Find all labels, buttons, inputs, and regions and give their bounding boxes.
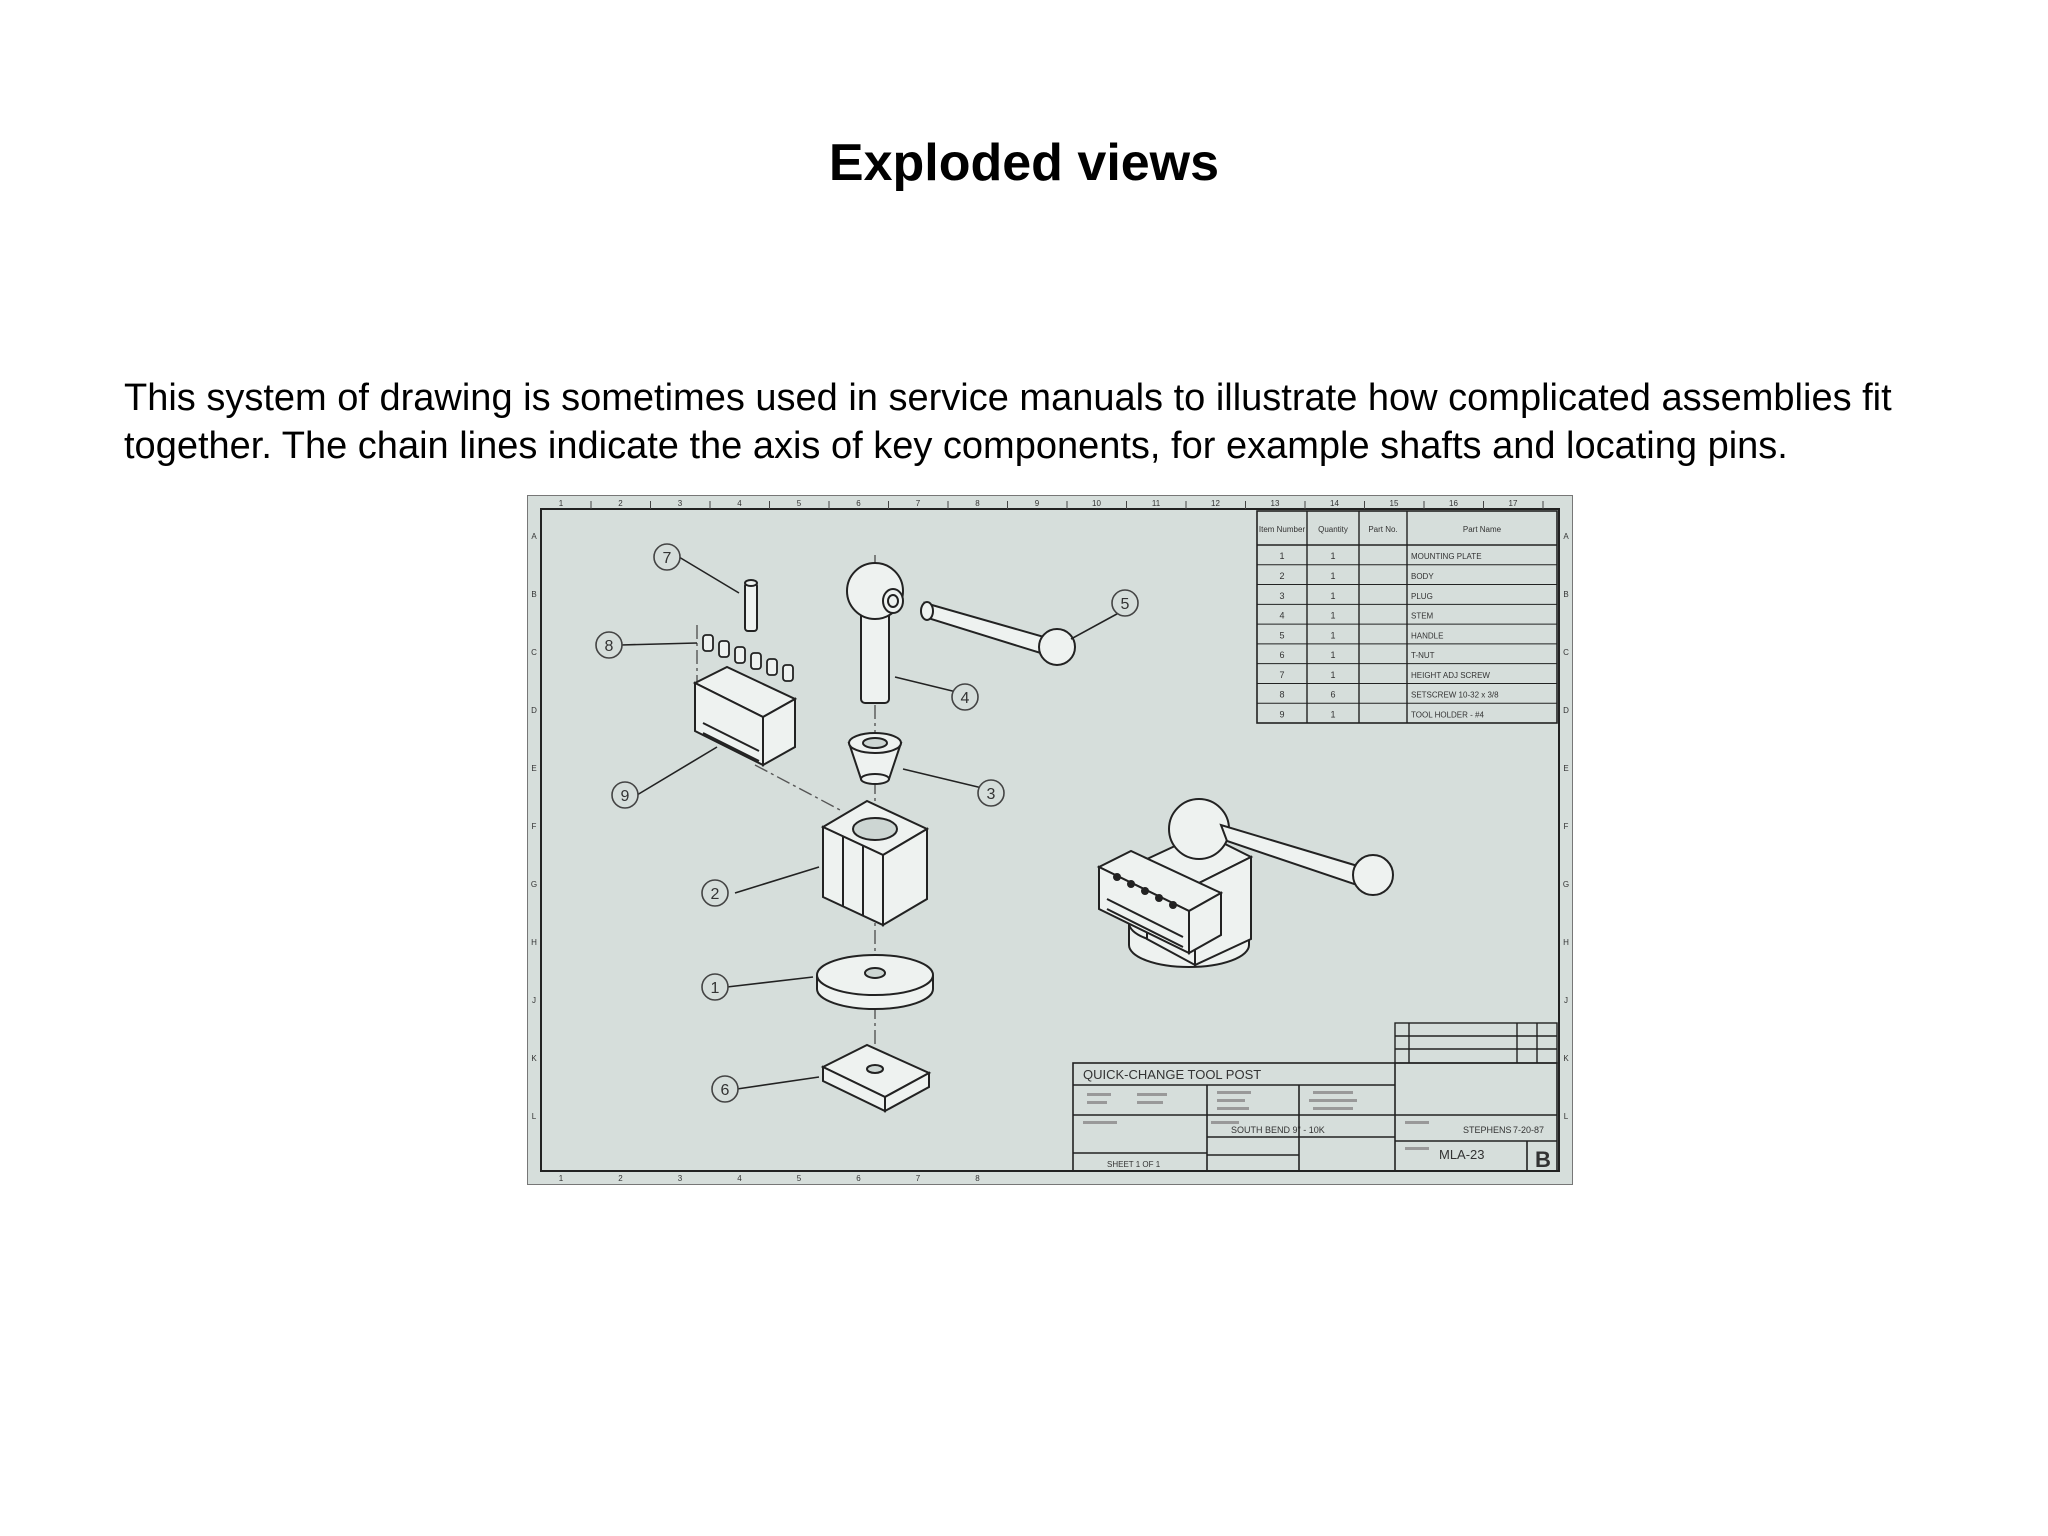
border-letter-left: A [531,532,537,541]
border-number-top: 15 [1389,499,1399,508]
parts-list-cell: 2 [1279,571,1285,582]
parts-list-cell: 7 [1279,669,1285,680]
parts-list-cell: 1 [1279,551,1285,562]
slide-body-text: This system of drawing is sometimes used in service manuals to illustrate how complicated assemblies fit together. The chain lines indicate the axis of key components, for example shafts and locating pins. [124,377,1892,467]
border-number-top: 12 [1211,499,1220,508]
border-number-bottom: 3 [677,1174,683,1183]
item-balloon-number: 4 [960,690,970,707]
border-number-top: 14 [1330,499,1339,508]
border-number-bottom: 2 [618,1174,623,1183]
parts-list-cell: 6 [1330,689,1336,700]
border-letter-left: H [531,938,537,947]
parts-list-cell: 1 [1330,709,1336,720]
parts-list-header: Part No. [1368,525,1398,534]
parts-list-header: Part Name [1462,525,1502,534]
border-number-top: 1 [558,499,564,508]
border-number-top: 10 [1092,499,1101,508]
item-balloon-number: 1 [710,980,720,997]
parts-list-cell: 1 [1330,571,1336,582]
border-number-top: 2 [618,499,623,508]
parts-list-cell: 1 [1330,669,1336,680]
border-letter-left: K [531,1054,537,1063]
border-number-top: 17 [1508,499,1518,508]
border-letter-right: F [1563,822,1569,831]
parts-list-cell: TOOL HOLDER - #4 [1411,710,1484,720]
border-letter-right: J [1564,996,1568,1005]
title-block-title: QUICK-CHANGE TOOL POST [1083,1067,1262,1082]
parts-list-cell: MOUNTING PLATE [1411,552,1482,562]
item-balloon-number: 2 [710,886,720,903]
part-mounting-plate [817,955,933,1009]
item-balloon-number: 5 [1120,596,1130,613]
border-letter-left: J [532,996,536,1005]
border-number-bottom: 7 [915,1174,921,1183]
parts-list-header: Item Number [1258,525,1306,534]
title-block-size: B [1535,1147,1551,1172]
border-number-top: 6 [856,499,861,508]
border-number-bottom: 4 [737,1174,742,1183]
item-balloon-number: 7 [662,550,672,567]
exploded-view-drawing [527,495,1573,1185]
title-block-used-on: SOUTH BEND 9" - 10K [1231,1125,1325,1135]
parts-list-cell: 3 [1279,590,1285,601]
border-number-bottom: 5 [796,1174,802,1183]
border-number-top: 4 [737,499,742,508]
border-letter-left: G [530,880,538,889]
part-height-adj-screw [745,580,757,631]
border-number-top: 13 [1270,499,1280,508]
border-number-top: 11 [1151,499,1161,508]
title-block-drawn-by: STEPHENS [1463,1125,1512,1135]
border-number-bottom: 1 [558,1174,564,1183]
parts-list-header: Quantity [1318,525,1348,534]
item-balloon-number: 8 [604,638,614,655]
border-letter-right: A [1563,532,1569,541]
border-number-bottom: 6 [856,1174,861,1183]
border-letter-right: D [1563,706,1569,715]
parts-list-cell: HEIGHT ADJ SCREW [1411,670,1490,680]
parts-list-cell: HANDLE [1411,631,1444,641]
parts-list [1257,511,1557,723]
parts-list-cell: 1 [1330,551,1336,562]
parts-list-cell: 1 [1330,630,1336,641]
border-letter-left: E [531,764,537,773]
parts-list-cell: 1 [1330,590,1336,601]
title-block-date: 7-20-87 [1513,1125,1545,1135]
parts-list-cell: 5 [1279,630,1285,641]
border-letter-right: G [1562,880,1570,889]
border-letter-right: C [1563,648,1569,657]
border-letter-right: K [1563,1054,1569,1063]
border-number-top: 3 [677,499,683,508]
border-letter-right: E [1563,764,1569,773]
slide-title: Exploded views [828,134,1220,192]
parts-list-cell: 6 [1279,650,1285,661]
border-number-top: 8 [975,499,980,508]
border-number-top: 16 [1449,499,1458,508]
border-number-top: 7 [915,499,921,508]
parts-list-cell: 1 [1330,650,1336,661]
parts-list-cell: PLUG [1411,591,1433,601]
border-letter-left: F [531,822,537,831]
border-letter-left: C [531,648,537,657]
title-block-sheet: SHEET 1 OF 1 [1107,1160,1161,1169]
border-number-bottom: 8 [975,1174,980,1183]
border-letter-left: L [531,1112,537,1121]
border-letter-right: H [1563,938,1569,947]
item-balloon-number: 3 [986,786,996,803]
border-number-top: 9 [1034,499,1040,508]
parts-list-cell: 9 [1279,709,1285,720]
parts-list-cell: 8 [1279,689,1285,700]
title-block-drawing-number: MLA-23 [1439,1147,1485,1162]
parts-list-cell: 1 [1330,610,1336,621]
parts-list-cell: STEM [1411,611,1434,621]
border-letter-right: B [1563,590,1569,599]
border-letter-left: D [531,706,537,715]
border-number-top: 5 [796,499,802,508]
parts-list-cell: 4 [1279,610,1285,621]
parts-list-cell: BODY [1411,572,1434,582]
item-balloon-number: 6 [720,1082,730,1099]
border-letter-left: B [531,590,537,599]
item-balloon-number: 9 [620,788,630,805]
parts-list-cell: SETSCREW 10-32 x 3/8 [1411,690,1499,700]
parts-list-cell: T-NUT [1411,651,1435,661]
border-letter-right: L [1563,1112,1569,1121]
